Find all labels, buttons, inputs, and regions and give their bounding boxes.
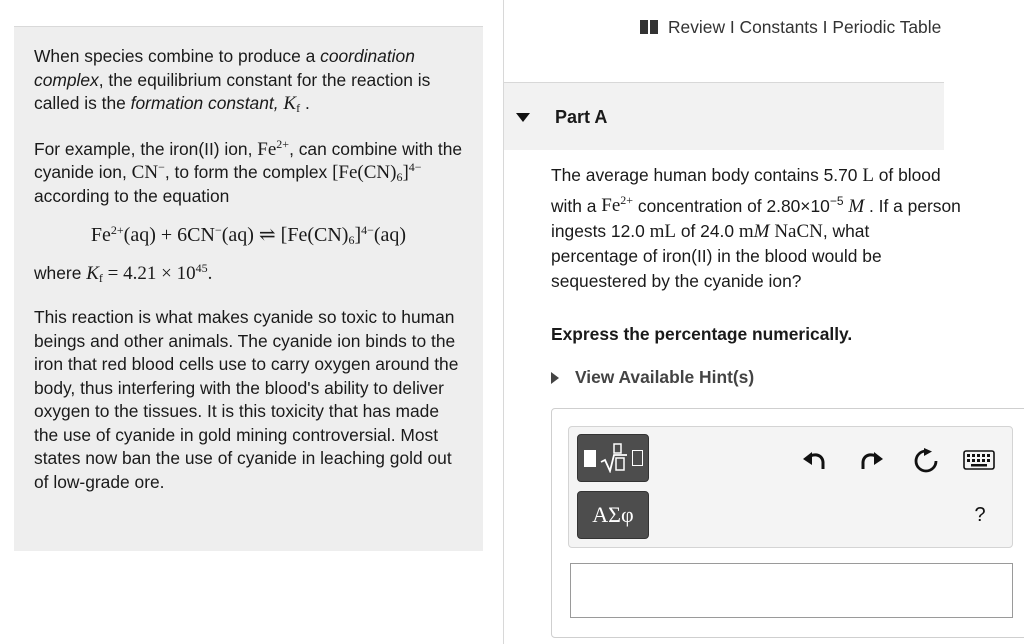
review-link[interactable]: Review bbox=[668, 16, 726, 37]
templates-button[interactable] bbox=[577, 434, 649, 482]
redo-icon[interactable] bbox=[856, 446, 886, 476]
part-a-header[interactable] bbox=[504, 83, 944, 150]
reset-icon[interactable] bbox=[911, 446, 941, 476]
templates-icon bbox=[584, 443, 643, 473]
keyboard-icon[interactable] bbox=[962, 448, 996, 472]
part-title: Part A bbox=[555, 107, 608, 127]
reaction-equation: $Fe^{2+}(aq) + 6CN^-(aq)$ ⇌ $[Fe(CN)_6]^{4-}(aq)$ bbox=[90, 223, 407, 247]
resource-links bbox=[640, 15, 941, 39]
caret-right-icon bbox=[551, 372, 559, 384]
constants-link[interactable]: Constants bbox=[739, 16, 818, 37]
symbols-button[interactable]: ΑΣφ bbox=[577, 491, 649, 539]
kf-value-line: where $K_f = 4.21 \times 10^{45}$. bbox=[34, 260, 213, 285]
link-separator: I bbox=[725, 16, 740, 37]
help-button[interactable]: ? bbox=[974, 503, 986, 526]
answer-input[interactable] bbox=[570, 563, 1013, 618]
book-icon bbox=[640, 20, 658, 34]
question-text: The average human body contains 5.70 L of blood with a $Fe^{2+}$ concentration of $2.80\times 10^{-5}$ M . If a person ingests 12.0 mL of 24.0 mM NaCN, what percentage of iron(II) in the blood would be sequestered by the cyanide ion? bbox=[551, 165, 961, 291]
caret-down-icon[interactable] bbox=[516, 113, 530, 122]
instruction-text: Express the percentage numerically. bbox=[551, 324, 853, 344]
periodic-table-link[interactable]: Periodic Table bbox=[832, 16, 942, 37]
kf-symbol: $K_f$ bbox=[283, 93, 301, 115]
undo-icon[interactable] bbox=[800, 446, 830, 476]
intro-paragraph-3: This reaction is what makes cyanide so toxic to human beings and other animals. The cyanide ion binds to the iron that red blood cells use to carry oxygen around the body, thus interfering with the blood's ability to deliver oxygen to the tissues. It is this toxicity that has made the use of cyanide in gold mining controversial. Most states now ban the use of cyanide in leaching gold out of low-grade ore. bbox=[34, 307, 459, 492]
intro-paragraph-2: For example, the iron(II) ion, $Fe^{2+}$, can combine with the cyanide ion, CN−, to form the complex $[Fe(CN)_6]^{4-}$ according to the equation bbox=[34, 136, 463, 206]
intro-paragraph-1: When species combine to produce a coordination complex, the equilibrium constant for the reaction is called is the formation constant, $K_f$ . bbox=[34, 46, 431, 115]
view-hints-toggle[interactable] bbox=[551, 367, 754, 388]
link-separator: I bbox=[817, 16, 833, 37]
hint-label: View Available Hint(s) bbox=[575, 367, 755, 387]
intro-panel bbox=[14, 26, 483, 551]
